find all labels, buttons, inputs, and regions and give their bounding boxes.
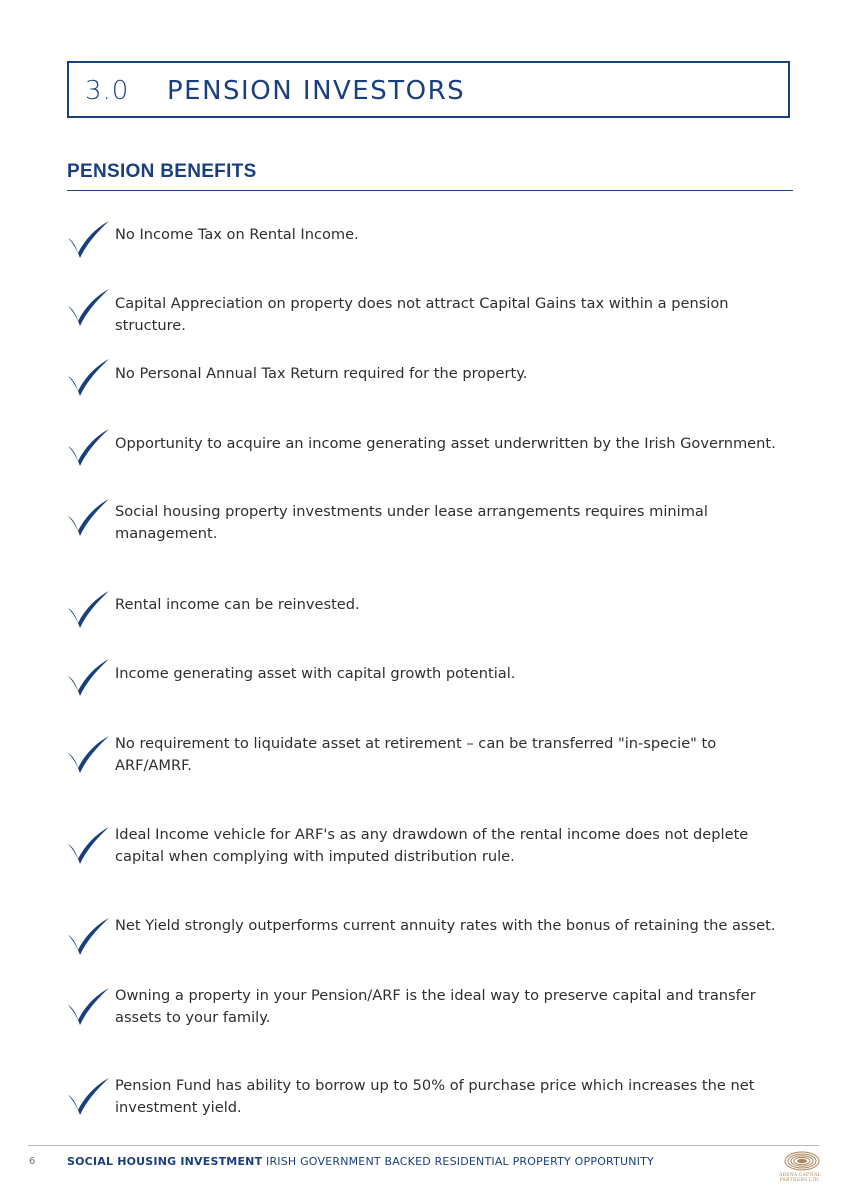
benefit-text: Income generating asset with capital growth potential.: [115, 665, 516, 682]
benefit-text: Net Yield strongly outperforms current annuity rates with the bonus of retaining the asset.: [115, 917, 776, 934]
checkmark-icon: [66, 220, 112, 260]
benefit-text: Opportunity to acquire an income generating asset underwritten by the Irish Government.: [115, 435, 776, 452]
benefit-item: [66, 1077, 786, 1137]
benefit-item: [66, 917, 786, 977]
checkmark-icon: [66, 917, 112, 957]
section-title: PENSION INVESTORS: [167, 76, 466, 106]
benefit-item: [66, 428, 786, 488]
footer-bold-text: SOCIAL HOUSING INVESTMENT: [67, 1155, 263, 1168]
benefit-text: No Income Tax on Rental Income.: [115, 226, 359, 243]
benefit-text: Capital Appreciation on property does not attract Capital Gains tax within a pension structure.: [115, 295, 729, 334]
checkmark-icon: [66, 358, 112, 398]
benefit-item: [66, 498, 786, 558]
benefit-item: [66, 826, 786, 886]
benefit-item: [66, 987, 786, 1047]
benefit-text: Pension Fund has ability to borrow up to 50% of purchase price which increases the net investment yield.: [115, 1077, 755, 1116]
checkmark-icon: [66, 735, 112, 775]
logo-caption: ARENA CAPITAL PARTNERS LTD.: [779, 1173, 821, 1183]
checkmark-icon: [66, 826, 112, 866]
benefit-text: Owning a property in your Pension/ARF is the ideal way to preserve capital and transfer assets to your family.: [115, 987, 756, 1026]
checkmark-icon: [66, 498, 112, 538]
benefit-item: [66, 220, 786, 280]
footer-regular-text: IRISH GOVERNMENT BACKED RESIDENTIAL PROPERTY OPPORTUNITY: [266, 1155, 654, 1168]
checkmark-icon: [66, 658, 112, 698]
footer-divider: [28, 1145, 819, 1146]
benefit-text: Social housing property investments under lease arrangements requires minimal management.: [115, 503, 708, 542]
checkmark-icon: [66, 987, 112, 1027]
benefit-text: Ideal Income vehicle for ARF's as any drawdown of the rental income does not deplete capital when complying with imputed distribution rule.: [115, 826, 749, 865]
benefit-item: [66, 288, 786, 348]
checkmark-icon: [66, 1077, 112, 1117]
benefit-item: [66, 590, 786, 650]
footer-title: [67, 1155, 654, 1168]
section-number: 3.0: [85, 76, 130, 106]
checkmark-icon: [66, 288, 112, 328]
checkmark-icon: [66, 590, 112, 630]
page-number: 6: [29, 1156, 36, 1167]
subheading-divider: [67, 190, 793, 191]
benefit-text: No Personal Annual Tax Return required for the property.: [115, 365, 528, 382]
benefit-item: [66, 658, 786, 718]
checkmark-icon: [66, 428, 112, 468]
benefit-text: Rental income can be reinvested.: [115, 596, 360, 613]
benefit-item: [66, 358, 786, 418]
section-header-box: [67, 61, 790, 118]
benefit-text: No requirement to liquidate asset at retirement – can be transferred "in-specie" to ARF/AMRF.: [115, 735, 717, 774]
subheading-pension-benefits: PENSION BENEFITS: [67, 161, 257, 182]
benefit-item: [66, 735, 786, 795]
